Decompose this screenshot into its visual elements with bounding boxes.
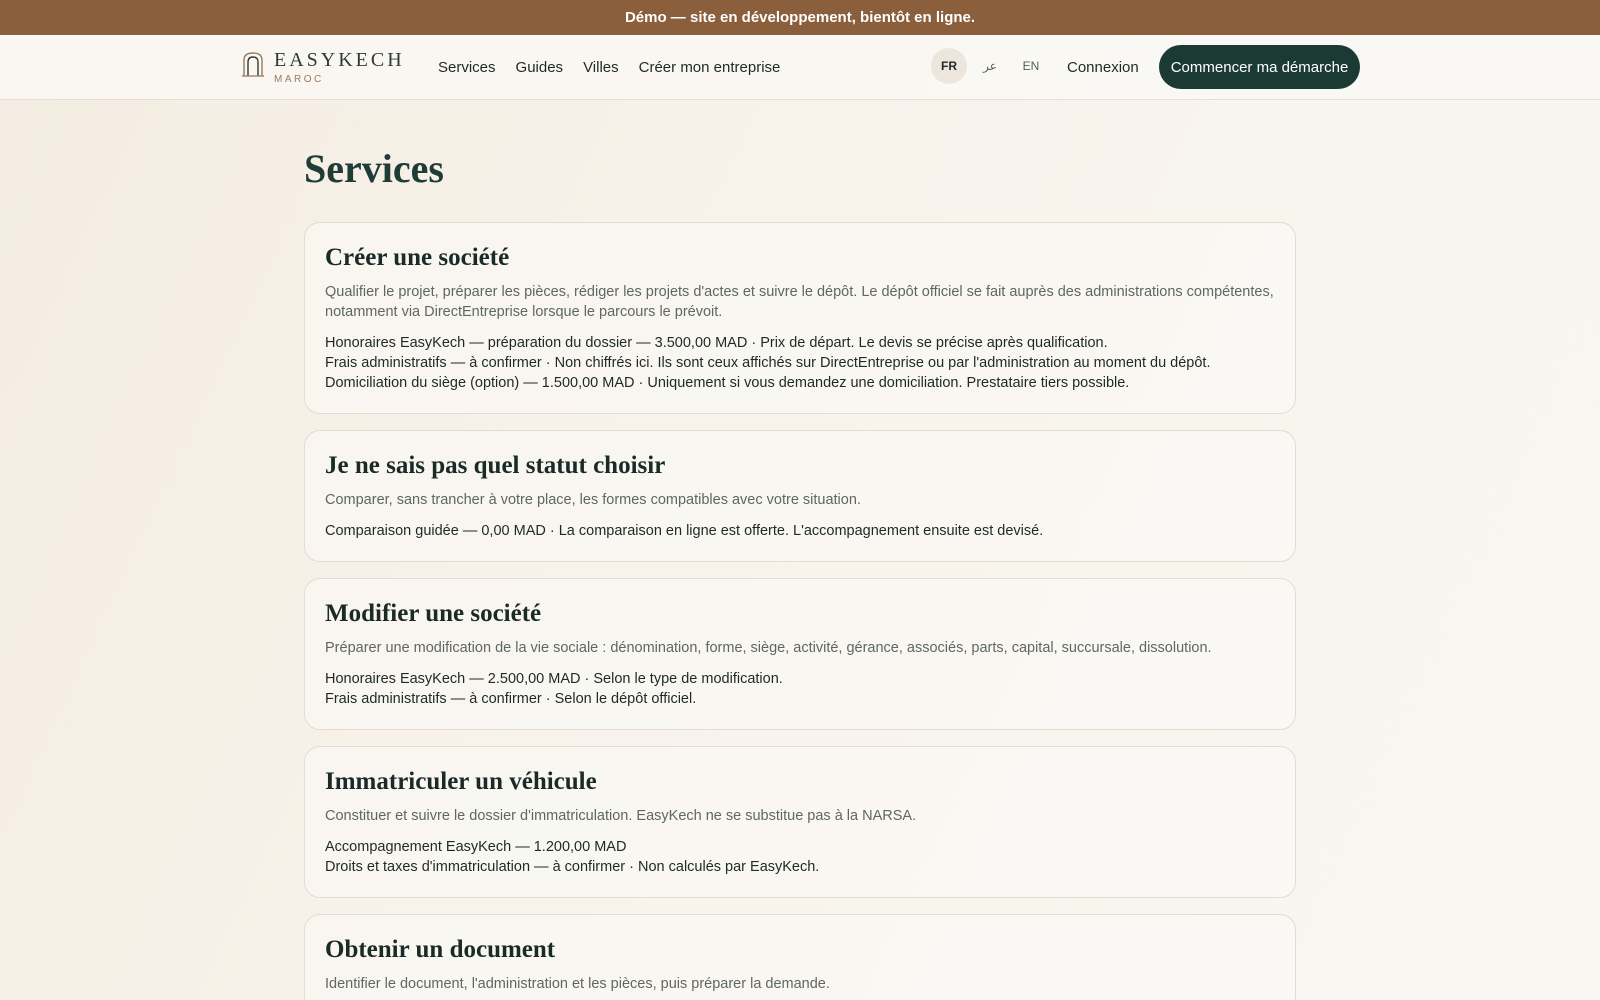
service-prices bbox=[325, 333, 1275, 393]
top-navbar bbox=[0, 35, 1600, 100]
price-line: Honoraires EasyKech — 2.500,00 MAD · Selon le type de modification. bbox=[325, 671, 783, 687]
language-switcher bbox=[931, 48, 1054, 84]
service-title: Modifier une société bbox=[325, 600, 542, 627]
service-title: Obtenir un document bbox=[325, 936, 556, 963]
service-card[interactable] bbox=[304, 746, 1296, 898]
login-link[interactable]: Connexion bbox=[1067, 59, 1139, 76]
service-card[interactable] bbox=[304, 430, 1296, 562]
start-procedure-button[interactable]: Commencer ma démarche bbox=[1159, 45, 1360, 89]
price-line: Accompagnement EasyKech — 1.200,00 MAD bbox=[325, 839, 627, 855]
price-line: Comparaison guidée — 0,00 MAD · La comparaison en ligne est offerte. L'accompagnement ensuite est devisé. bbox=[325, 523, 1044, 539]
service-card[interactable] bbox=[304, 578, 1296, 730]
service-prices bbox=[325, 837, 1275, 877]
demo-banner-text: Démo — site en développement, bientôt en ligne. bbox=[624, 9, 976, 26]
services-list bbox=[304, 222, 1296, 1000]
service-title: Je ne sais pas quel statut choisir bbox=[325, 452, 666, 479]
lang-ar-button[interactable]: عر bbox=[983, 59, 997, 73]
price-line: Domiciliation du siège (option) — 1.500,00 MAD · Uniquement si vous demandez une domiciliation. Prestataire tiers possible. bbox=[325, 375, 1130, 391]
service-title: Créer une société bbox=[325, 244, 510, 271]
main-nav bbox=[438, 35, 780, 100]
service-description: Qualifier le projet, préparer les pièces, rédiger les projets d'actes et suivre le dépôt. Le dépôt officiel se fait auprès des administrations compétentes, notamment via DirectEntreprise lorsque le parcours le prévoit. bbox=[325, 284, 1274, 320]
service-card[interactable] bbox=[304, 222, 1296, 414]
demo-banner bbox=[0, 0, 1600, 35]
price-line: Honoraires EasyKech — préparation du dossier — 3.500,00 MAD · Prix de départ. Le devis se précise après qualification. bbox=[325, 335, 1108, 351]
nav-link-creer-entreprise[interactable]: Créer mon entreprise bbox=[638, 59, 781, 76]
lang-fr-button[interactable]: FR bbox=[931, 48, 967, 84]
main-content bbox=[304, 100, 1296, 1000]
logo[interactable] bbox=[242, 49, 405, 85]
service-description: Préparer une modification de la vie sociale : dénomination, forme, siège, activité, gérance, associés, parts, capital, succursale, dissolution. bbox=[325, 640, 1212, 656]
arch-logo-icon bbox=[242, 49, 264, 82]
service-prices bbox=[325, 669, 1275, 709]
price-line: Droits et taxes d'immatriculation — à confirmer · Non calculés par EasyKech. bbox=[325, 859, 820, 875]
logo-subtitle: MAROC bbox=[274, 74, 324, 85]
price-line: Frais administratifs — à confirmer · Non chiffrés ici. Ils sont ceux affichés sur DirectEntreprise ou par l'administration au moment du dépôt. bbox=[325, 355, 1211, 371]
nav-link-villes[interactable]: Villes bbox=[583, 59, 619, 76]
service-description: Identifier le document, l'administration et les pièces, puis préparer la demande. bbox=[325, 976, 830, 992]
service-card[interactable] bbox=[304, 914, 1296, 1000]
service-title: Immatriculer un véhicule bbox=[325, 768, 597, 795]
price-line: Frais administratifs — à confirmer · Selon le dépôt officiel. bbox=[325, 691, 697, 707]
page-title: Services bbox=[304, 146, 444, 191]
service-description: Constituer et suivre le dossier d'immatriculation. EasyKech ne se substitue pas à la NARSA. bbox=[325, 808, 917, 824]
nav-link-services[interactable]: Services bbox=[438, 59, 496, 76]
logo-name: EASYKECH bbox=[274, 49, 405, 71]
service-prices bbox=[325, 521, 1275, 541]
lang-en-button[interactable]: EN bbox=[1022, 59, 1040, 73]
service-description: Comparer, sans trancher à votre place, les formes compatibles avec votre situation. bbox=[325, 492, 861, 508]
nav-link-guides[interactable]: Guides bbox=[515, 59, 564, 76]
